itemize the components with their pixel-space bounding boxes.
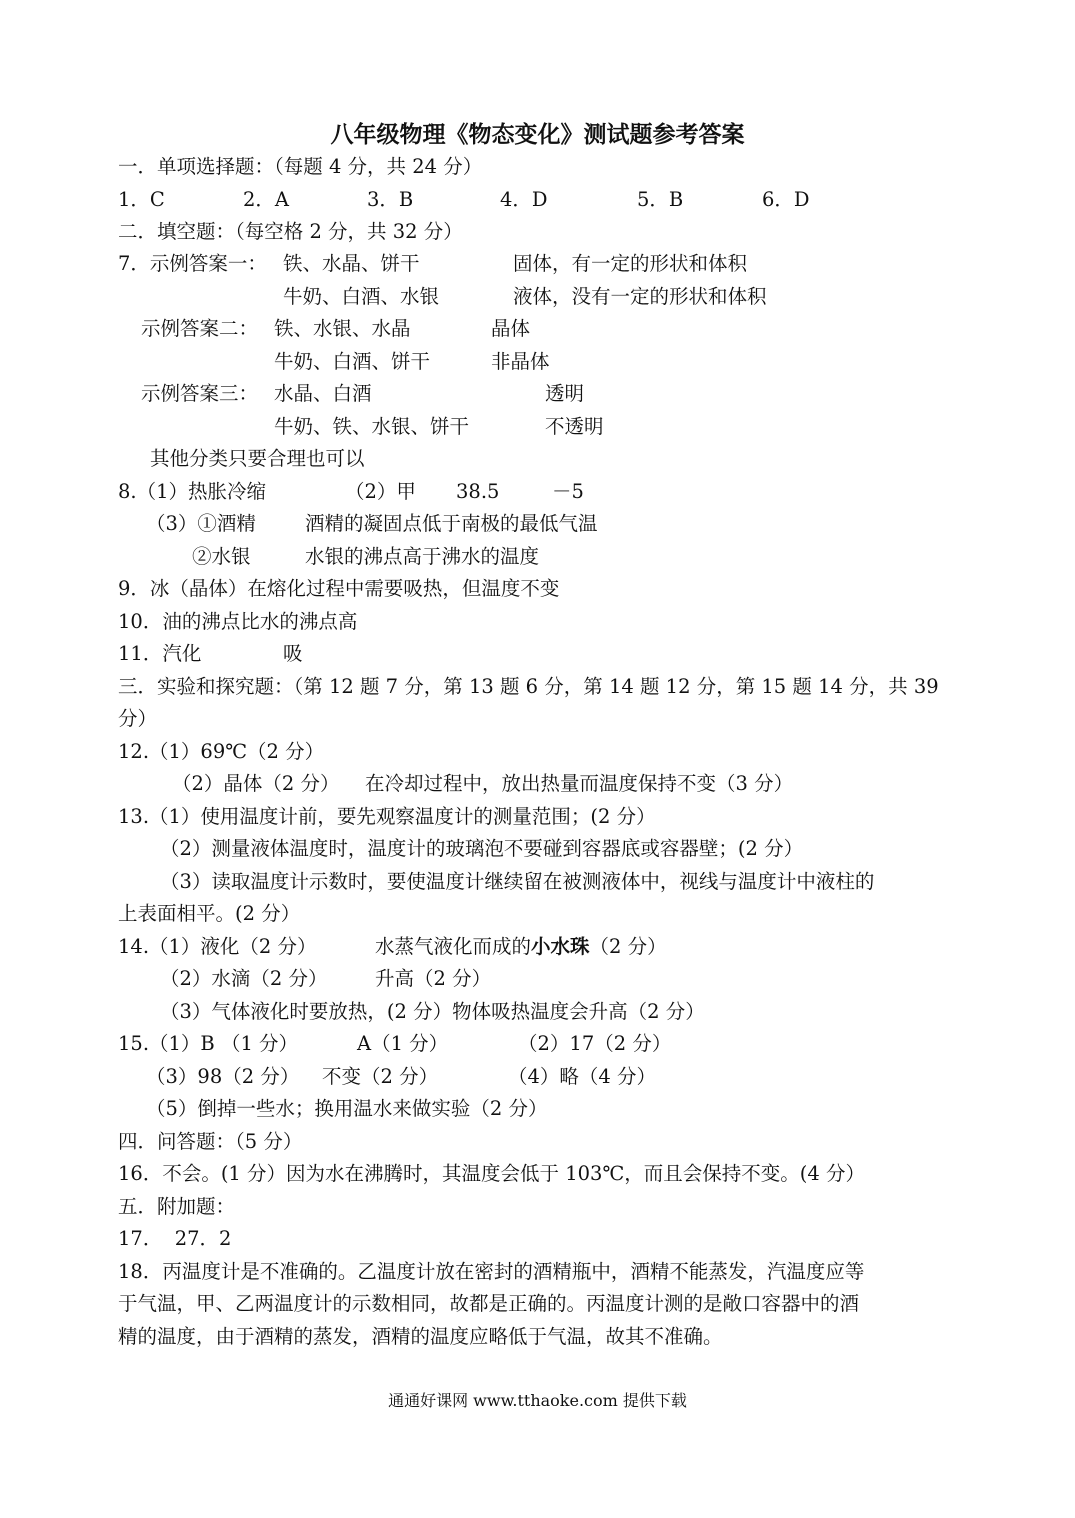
answer-5: 5．B xyxy=(637,188,684,211)
q7-a1-r1-desc: 固体，有一定的形状和体积 xyxy=(513,252,748,275)
q12-1: 12.（1）69℃（2 分） xyxy=(118,740,325,763)
answer-1: 1．C xyxy=(118,188,165,211)
q9: 9．冰（晶体）在熔化过程中需要吸热，但温度不变 xyxy=(118,577,560,600)
q15-3b: 不变（2 分） xyxy=(322,1065,439,1088)
q7-a3-label: 示例答案三： xyxy=(141,382,259,405)
q8-part2: （2）甲 xyxy=(345,480,416,503)
page-title: 八年级物理《物态变化》测试题参考答案 xyxy=(330,121,745,148)
q8-part3a: （3）①酒精 xyxy=(146,512,256,535)
s3-heading-line2: 分） xyxy=(118,707,158,730)
q15-1a: 15.（1）B （1 分） xyxy=(118,1032,299,1055)
q8-part3b-desc: 水银的沸点高于沸水的温度 xyxy=(305,545,540,568)
q7-a1-r2-desc: 液体，没有一定的形状和体积 xyxy=(513,285,767,308)
q18-line2: 于气温，甲、乙两温度计的示数相同，故都是正确的。丙温度计测的是敞口容器中的酒 xyxy=(118,1292,860,1315)
page-footer: 通通好课网 www.tthaoke.com 提供下载 xyxy=(388,1391,687,1410)
q7-a2-r2-items: 牛奶、白酒、饼干 xyxy=(274,350,431,373)
q14-1-answer xyxy=(375,934,667,960)
q8-part1: 8.（1）热胀冷缩 xyxy=(118,480,267,503)
q7-a2-label: 示例答案二： xyxy=(141,317,259,340)
s2-heading: 二．填空题：（每空格 2 分，共 32 分） xyxy=(118,220,463,243)
q12-2b: 在冷却过程中，放出热量而温度保持不变（3 分） xyxy=(365,772,794,795)
q13-1: 13.（1）使用温度计前，要先观察温度计的测量范围；(2 分） xyxy=(118,805,656,828)
q15-1b: A（1 分） xyxy=(357,1032,449,1055)
q15-5: （5）倒掉一些水；换用温水来做实验（2 分） xyxy=(146,1097,548,1120)
q7-note: 其他分类只要合理也可以 xyxy=(150,447,365,470)
q18-line3: 精的温度，由于酒精的蒸发，酒精的温度应略低于气温，故其不准确。 xyxy=(118,1325,723,1348)
q7-a2-r1-items: 铁、水银、水晶 xyxy=(274,317,411,340)
q11-b: 吸 xyxy=(283,642,303,665)
s4-heading: 四．问答题：（5 分） xyxy=(118,1130,303,1153)
s1-heading: 一．单项选择题：（每题 4 分，共 24 分） xyxy=(118,155,483,178)
s5-heading: 五．附加题： xyxy=(118,1195,236,1218)
q12-2a: （2）晶体（2 分） xyxy=(172,772,340,795)
q8-part3a-desc: 酒精的凝固点低于南极的最低气温 xyxy=(305,512,598,535)
q8-value1: 38.5 xyxy=(456,480,500,503)
q14-1b: 水蒸气液化而成的 xyxy=(375,935,532,958)
q15-3a: （3）98（2 分） xyxy=(146,1065,300,1088)
answer-6: 6．D xyxy=(762,188,810,211)
q8-part3b: ②水银 xyxy=(192,545,251,568)
q7-a3-r1-desc: 透明 xyxy=(545,382,585,405)
q14-1c-bold: 小水珠 xyxy=(531,935,590,958)
q14-2b: 升高（2 分） xyxy=(375,967,492,990)
answer-4: 4．D xyxy=(500,188,548,211)
q13-3a: （3）读取温度计示数时，要使温度计继续留在被测液体中，视线与温度计中液柱的 xyxy=(160,870,875,893)
q17: 17． 27．2 xyxy=(118,1227,232,1250)
q7-a1-r2-items: 牛奶、白酒、水银 xyxy=(283,285,440,308)
q8-value2: －5 xyxy=(552,480,584,503)
q15-1c: （2）17（2 分） xyxy=(518,1032,672,1055)
q7-a3-r2-items: 牛奶、铁、水银、饼干 xyxy=(274,415,470,438)
q7-a1-label: 7．示例答案一： xyxy=(118,252,267,275)
q7-a1-r1-items: 铁、水晶、饼干 xyxy=(283,252,420,275)
q15-3c: （4）略（4 分） xyxy=(508,1065,657,1088)
q7-a3-r1-items: 水晶、白酒 xyxy=(274,382,372,405)
q14-1a: 14.（1）液化（2 分） xyxy=(118,935,317,958)
q11-a: 11．汽化 xyxy=(118,642,202,665)
q16: 16．不会。(1 分）因为水在沸腾时，其温度会低于 103℃，而且会保持不变。(4 分） xyxy=(118,1162,865,1185)
s3-heading-line1: 三．实验和探究题：（第 12 题 7 分，第 13 题 6 分，第 14 题 12 分，第 15 题 14 分，共 39 xyxy=(118,675,939,698)
q7-a2-r1-desc: 晶体 xyxy=(491,317,531,340)
answer-3: 3．B xyxy=(367,188,414,211)
q14-2a: （2）水滴（2 分） xyxy=(160,967,328,990)
answer-2: 2．A xyxy=(243,188,289,211)
q7-a2-r2-desc: 非晶体 xyxy=(491,350,550,373)
q13-2: （2）测量液体温度时，温度计的玻璃泡不要碰到容器底或容器壁；(2 分） xyxy=(160,837,804,860)
q14-3: （3）气体液化时要放热，(2 分）物体吸热温度会升高（2 分） xyxy=(160,1000,705,1023)
q7-a3-r2-desc: 不透明 xyxy=(545,415,604,438)
q14-1d: （2 分） xyxy=(589,935,667,958)
q13-3b: 上表面相平。(2 分） xyxy=(118,902,301,925)
q18-line1: 18．丙温度计是不准确的。乙温度计放在密封的酒精瓶中，酒精不能蒸发，汽温度应等 xyxy=(118,1260,865,1283)
q10: 10．油的沸点比水的沸点高 xyxy=(118,610,358,633)
